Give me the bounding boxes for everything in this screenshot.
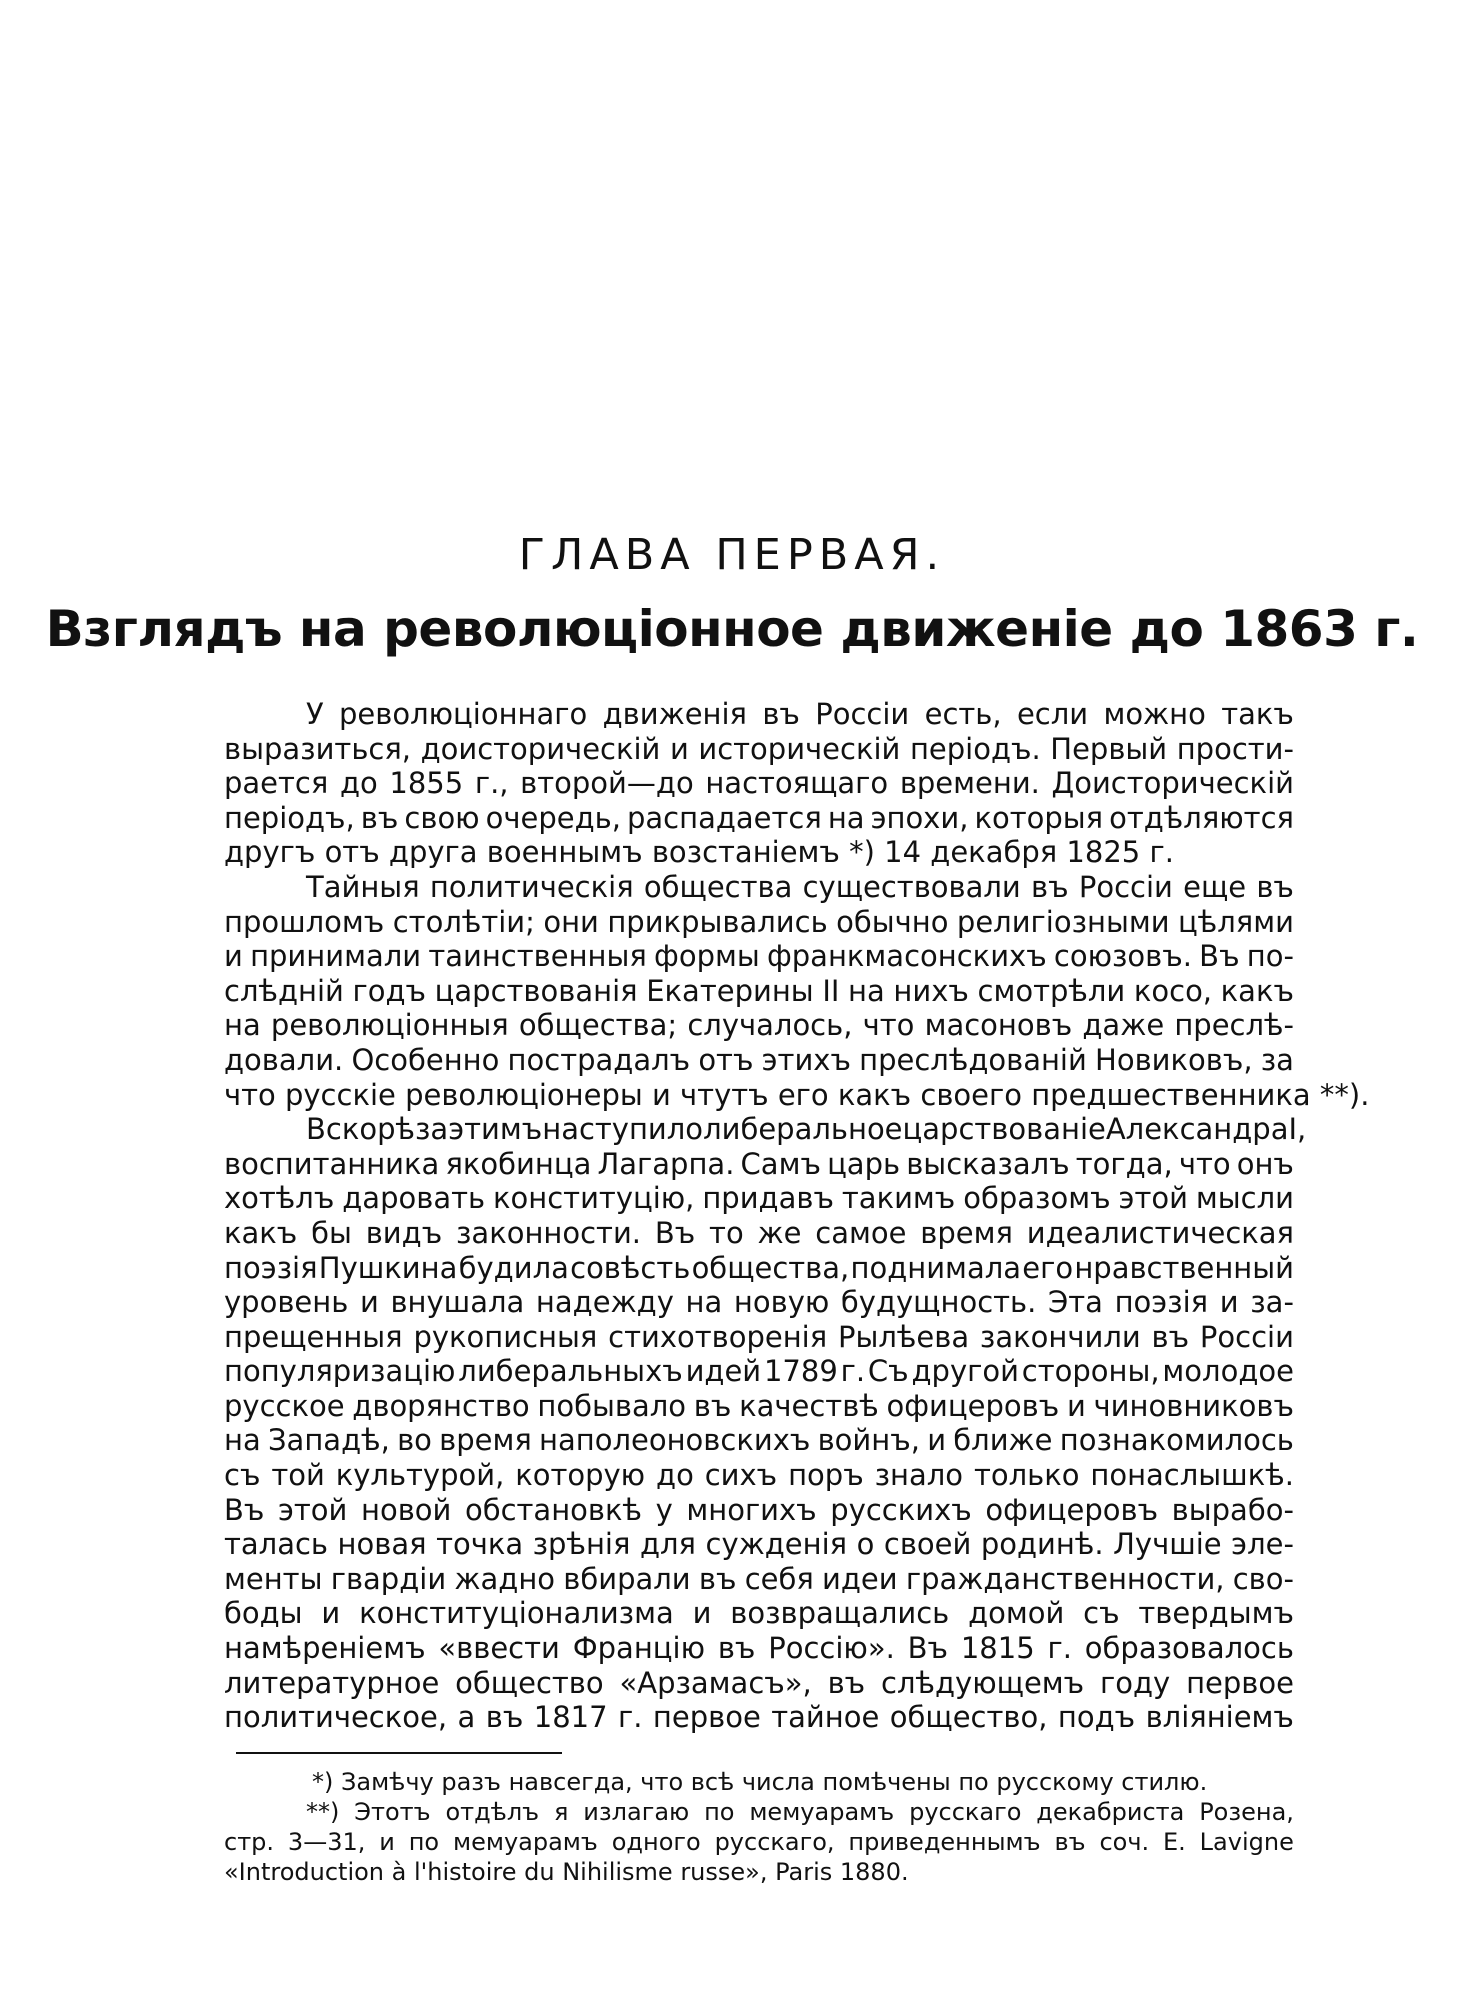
text-line: періодъ, въ свою очередь, распадается на эпохи, которыя отдѣляются (224, 800, 1294, 835)
text-line: выразиться, доисторическій и историческій періодъ. Первый прости- (224, 731, 1294, 766)
footnote-line: стр. 3—31, и по мемуарамъ одного русскаго, приведеннымъ въ соч. E. Lavigne (224, 1828, 1294, 1856)
text-line: Тайныя политическія общества существовали въ Россіи еще въ (306, 869, 1294, 904)
text-line: прещенныя рукописныя стихотворенія Рылѣева закончили въ Россіи (224, 1319, 1294, 1354)
text-line: популяризацію либеральныхъ идей 1789 г. Съ другой стороны, молодое (224, 1354, 1294, 1389)
text-line: У революціоннаго движенія въ Россіи есть, если можно такъ (306, 697, 1294, 731)
text-line: талась новая точка зрѣнія для сужденія о своей родинѣ. Лучшіе эле- (224, 1527, 1294, 1562)
text-line: Въ этой новой обстановкѣ у многихъ русскихъ офицеровъ вырабо- (224, 1492, 1294, 1527)
text-line: на Западѣ, во время наполеоновскихъ войнъ, и ближе познакомилось (224, 1423, 1294, 1458)
text-line: какъ бы видъ законности. Въ то же самое время идеалистическая (224, 1215, 1294, 1250)
text-line: воспитанника якобинца Лагарпа. Самъ царь высказалъ тогда, что онъ (224, 1146, 1294, 1181)
text-line: уровень и внушала надежду на новую будущность. Эта поэзія и за- (224, 1285, 1294, 1320)
text-line: Вскорѣ за этимъ наступило либеральное царствованіе Александра I, (306, 1112, 1307, 1147)
text-line: прошломъ столѣтіи; они прикрывались обычно религіозными цѣлями (224, 904, 1294, 939)
text-line: рается до 1855 г., второй—до настоящаго времени. Доисторическій (224, 766, 1294, 801)
text-line: на революціонныя общества; случалось, что масоновъ даже преслѣ- (224, 1008, 1294, 1043)
text-line: намѣреніемъ «ввести Францію въ Россію». Въ 1815 г. образовалось (224, 1631, 1294, 1666)
text-line: политическое, а въ 1817 г. первое тайное общество, подъ вліяніемъ (224, 1700, 1294, 1735)
text-line: довали. Особенно пострадалъ отъ этихъ преслѣдованій Новиковъ, за (224, 1042, 1294, 1077)
text-line: хотѣлъ даровать конституцію, придавъ такимъ образомъ этой мысли (224, 1181, 1294, 1216)
text-line: что русскіе революціонеры и чтутъ его какъ своего предшественника **). (224, 1077, 1370, 1112)
text-line: литературное общество «Арзамасъ», въ слѣдующемъ году первое (224, 1665, 1294, 1700)
footnote-line: **) Этотъ отдѣлъ я излагаю по мемуарамъ русскаго декабриста Розена, (306, 1798, 1294, 1826)
chapter-title: Взглядъ на революціонное движеніе до 1863 г. (45, 600, 1419, 658)
chapter-heading: ГЛАВА ПЕРВАЯ. (518, 530, 946, 580)
text-line: боды и конституціонализма и возвращались домой съ твердымъ (224, 1596, 1294, 1631)
footnotes (224, 1767, 1294, 1887)
footnote-line: *) Замѣчу разъ навсегда, что всѣ числа помѣчены по русскому стилю. (312, 1768, 1208, 1796)
footnote-line: «Introduction à l'histoire du Nihilisme russe», Paris 1880. (224, 1858, 909, 1886)
main-text (224, 697, 1370, 1735)
text-line: русское дворянство побывало въ качествѣ офицеровъ и чиновниковъ (224, 1388, 1294, 1423)
text-line: и принимали таинственныя формы франкмасонскихъ союзовъ. Въ по- (224, 939, 1294, 974)
text-line: менты гвардіи жадно вбирали въ себя идеи гражданственности, сво- (224, 1561, 1294, 1596)
text-line: съ той культурой, которую до сихъ поръ знало только понаслышкѣ. (224, 1458, 1294, 1493)
text-line: другъ отъ друга военнымъ возстаніемъ *) 14 декабря 1825 г. (224, 835, 1174, 870)
text-line: поэзія Пушкина будила совѣсть общества, поднимала его нравственный (224, 1250, 1294, 1285)
text-line: слѣдній годъ царствованія Екатерины II на нихъ смотрѣли косо, какъ (224, 973, 1294, 1008)
footnote-separator (236, 1752, 562, 1754)
